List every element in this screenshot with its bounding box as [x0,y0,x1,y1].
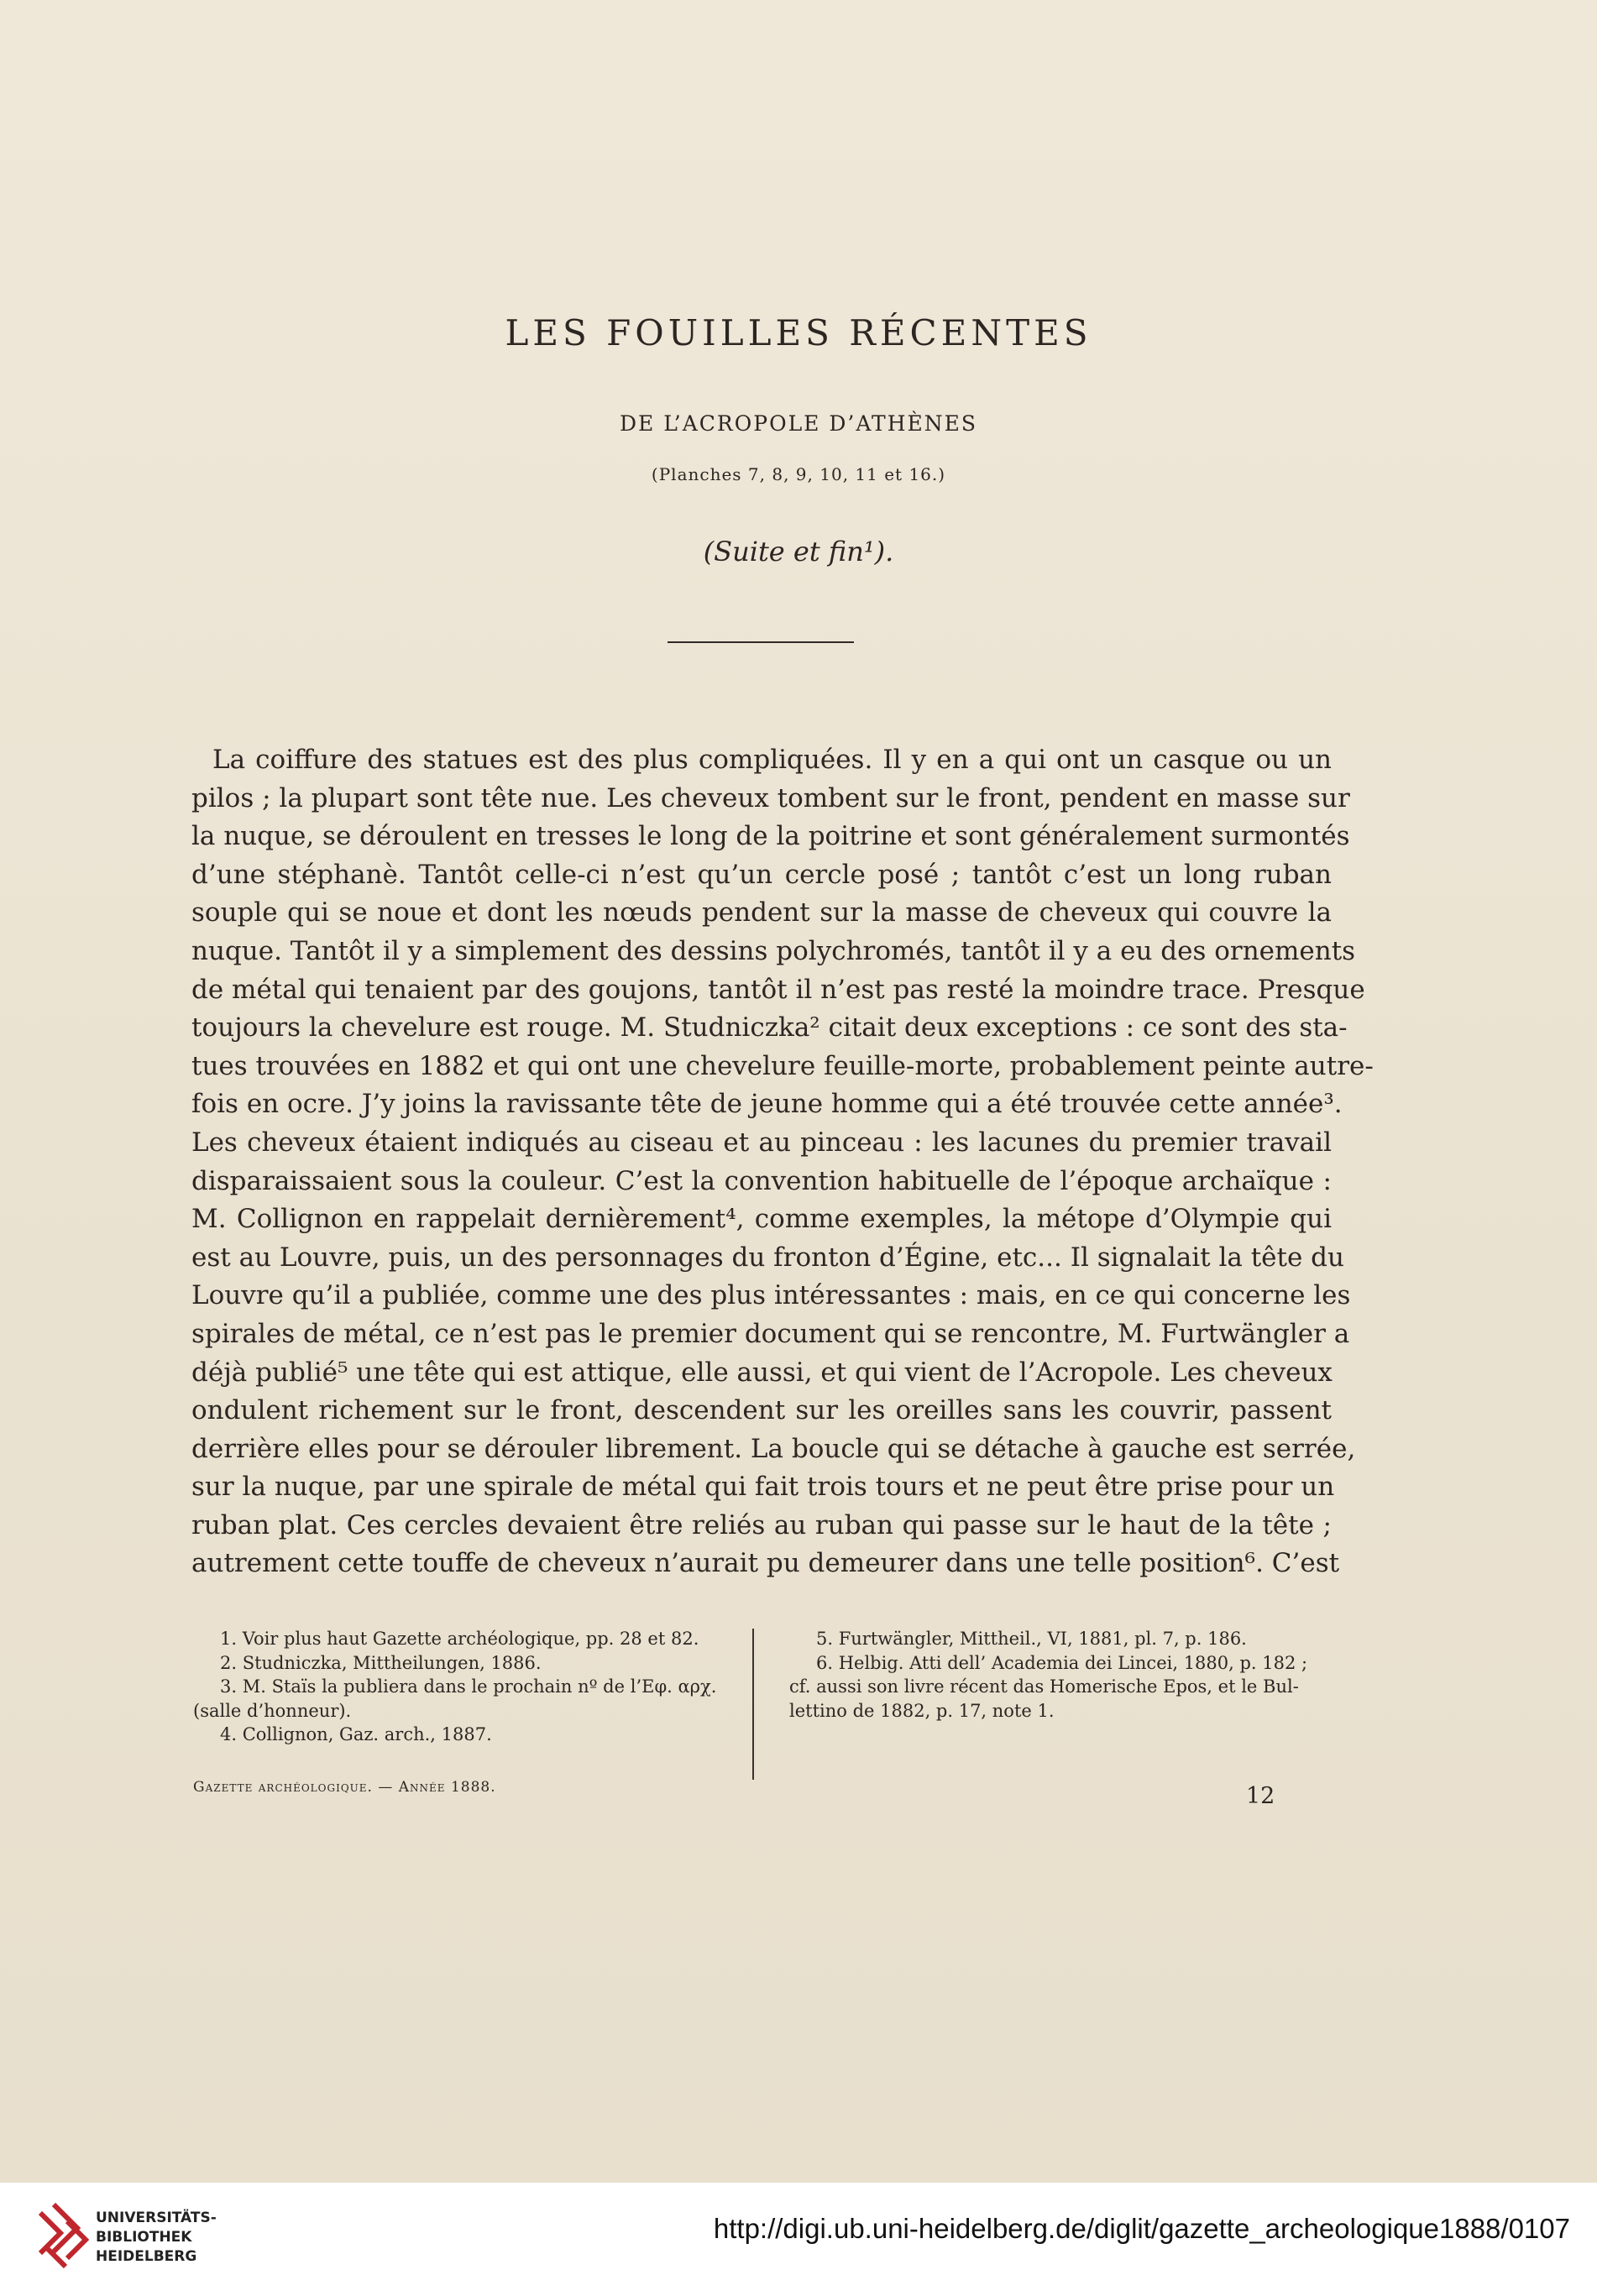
body-line: ondulent richement sur le front, descendent sur les oreilles sans les couvrir, passent [191,1395,1332,1426]
library-name-line3: HEIDELBERG [96,2248,197,2265]
body-line: Les cheveux étaient indiqués au ciseau et au pinceau : les lacunes du premier travail [191,1127,1332,1158]
library-name-line1: UNIVERSITÄTS- [96,2210,217,2226]
article-subtitle: DE L’ACROPOLE D’ATHÈNES [619,411,978,436]
article-title: LES FOUILLES RÉCENTES [505,312,1092,353]
footnote-line: lettino de 1882, p. 17, note 1. [789,1700,1055,1721]
body-line: toujours la chevelure est rouge. M. Studniczka² citait deux exceptions : ce sont des sta- [191,1012,1348,1043]
footnote-line: cf. aussi son livre récent das Homerische Epos, et le Bul- [789,1676,1299,1697]
body-line: derrière elles pour se dérouler librement. La boucle qui se détache à gauche est serrée, [191,1433,1356,1464]
library-name-line2: BIBLIOTHEK [96,2229,192,2246]
body-line: disparaissaient sous la couleur. C’est la convention habituelle de l’époque archaïque : [191,1165,1332,1196]
footnote-line: 5. Furtwängler, Mittheil., VI, 1881, pl. 7, p. 186. [816,1629,1247,1649]
journal-footer: Gazette archéologique. — Année 1888. [193,1779,496,1796]
body-line: déjà publié⁵ une tête qui est attique, elle aussi, et qui vient de l’Acropole. Les cheveux [191,1357,1333,1388]
plates-reference: (Planches 7, 8, 9, 10, 11 et 16.) [651,464,946,484]
footnotes-left [193,1627,743,1747]
body-line: Louvre qu’il a publiée, comme une des plus intéressantes : mais, en ce qui concerne les [191,1280,1351,1311]
footnote-line: (salle d’honneur). [193,1700,352,1721]
body-line: tues trouvées en 1882 et qui ont une chevelure feuille-morte, probablement peinte autre- [191,1050,1374,1081]
footnote-line: 2. Studniczka, Mittheilungen, 1886. [220,1652,542,1673]
body-line: souple qui se noue et dont les nœuds pendent sur la masse de cheveux qui couvre la [191,897,1332,928]
continuation-note: (Suite et fin¹). [703,536,894,567]
footnote-line: 4. Collignon, Gaz. arch., 1887. [220,1724,492,1744]
footnote-line: 6. Helbig. Atti dell’ Academia dei Lincei, 1880, p. 182 ; [816,1652,1308,1673]
footnotes-right [789,1627,1331,1723]
body-line: ruban plat. Ces cercles devaient être reliés au ruban qui passe sur le haut de la tête ; [191,1509,1332,1540]
footnote-line: 1. Voir plus haut Gazette archéologique, pp. 28 et 82. [220,1629,699,1649]
body-line: nuque. Tantôt il y a simplement des dessins polychromés, tantôt il y a eu des ornements [191,935,1356,966]
body-line: d’une stéphanè. Tantôt celle-ci n’est qu’un cercle posé ; tantôt c’est un long ruban [191,859,1332,890]
title-rule [668,641,854,643]
footnote-divider [752,1629,754,1780]
body-line: fois en ocre. J’y joins la ravissante tête de jeune homme qui a été trouvée cette année³. [191,1089,1343,1120]
body-line: la nuque, se déroulent en tresses le long de la poitrine et sont généralement surmontés [191,821,1350,852]
digitization-url[interactable]: http://digi.ub.uni-heidelberg.de/diglit/gazette_archeologique1888/0107 [713,2213,1570,2244]
body-text [191,741,1374,1583]
page-number: 12 [1246,1783,1275,1809]
body-line: pilos ; la plupart sont tête nue. Les cheveux tombent sur le front, pendent en masse sur [191,782,1350,813]
body-line: spirales de métal, ce n’est pas le premier document qui se rencontre, M. Furtwängler a [191,1318,1350,1349]
body-line: est au Louvre, puis, un des personnages du fronton d’Égine, etc... Il signalait la tête du [191,1242,1344,1273]
body-line: de métal qui tenaient par des goujons, tantôt il n’est pas resté la moindre trace. Presque [191,974,1365,1005]
body-line: sur la nuque, par une spirale de métal qui fait trois tours et ne peut être prise pour un [191,1472,1335,1503]
body-line: La coiffure des statues est des plus compliquées. Il y en a qui ont un casque ou un [212,745,1332,775]
body-line: autrement cette touffe de cheveux n’aurait pu demeurer dans une telle position⁶. C’est [191,1548,1340,1579]
footnote-line: 3. M. Staïs la publiera dans le prochain nº de l’Eφ. αρχ. [220,1676,717,1697]
library-name [96,2209,217,2267]
university-library-logo-icon [34,2196,92,2280]
body-line: M. Collignon en rappelait dernièrement⁴, comme exemples, la métope d’Olympie qui [191,1204,1332,1235]
